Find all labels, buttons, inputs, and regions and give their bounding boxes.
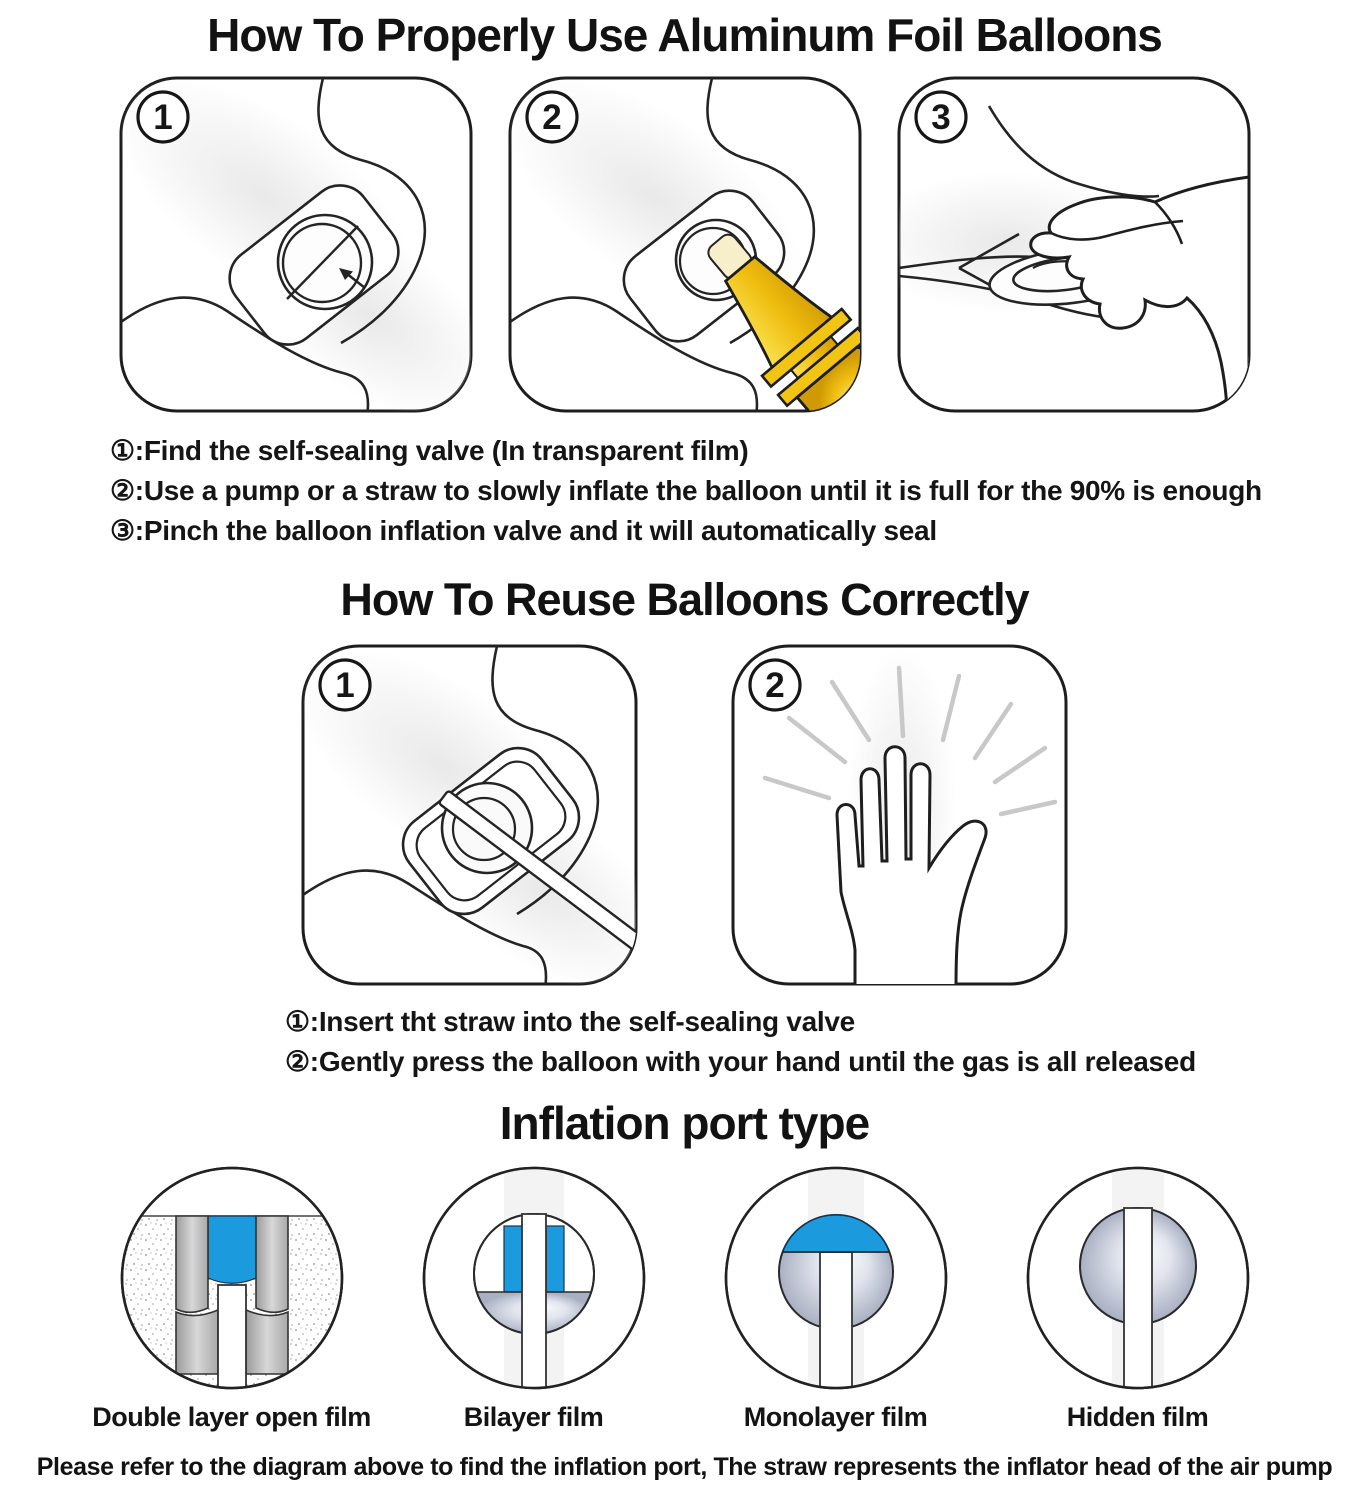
inflation-ports-row xyxy=(0,1162,1369,1433)
straw-icon xyxy=(1124,1208,1152,1394)
panel-inflate-pump xyxy=(504,72,866,417)
bilayer-film-diagram xyxy=(416,1162,652,1394)
straw-icon xyxy=(522,1214,546,1392)
panel-find-valve xyxy=(115,72,477,417)
step-badge-number: 1 xyxy=(335,666,355,706)
section3-title: Inflation port type xyxy=(499,1096,870,1149)
port-label: Hidden film xyxy=(1066,1401,1209,1432)
port-bilayer-film xyxy=(416,1162,652,1433)
section2-title: How To Reuse Balloons Correctly xyxy=(340,574,1029,626)
straw-icon xyxy=(218,1285,246,1394)
step-badge-number: 2 xyxy=(541,98,562,137)
section1-steps xyxy=(110,431,1369,550)
port-monolayer-film xyxy=(718,1162,954,1433)
hidden-film-diagram xyxy=(1020,1162,1256,1394)
step-item: ①:Find the self-sealing valve (In transparent film) xyxy=(110,435,749,466)
panel-press-hand xyxy=(727,640,1072,990)
step-item: ②:Use a pump or a straw to slowly inflate the balloon until it is full for the 90% is enough xyxy=(110,474,1262,506)
reuse-panels-row xyxy=(0,640,1369,990)
double-layer-open-film-diagram xyxy=(114,1162,350,1394)
footnote: Please refer to the diagram above to find the inflation port, The straw represents the inflator head of the air pump xyxy=(36,1452,1333,1481)
port-double-layer-open-film xyxy=(92,1162,371,1433)
port-label: Double layer open film xyxy=(92,1401,371,1432)
port-hidden-film xyxy=(1020,1162,1256,1433)
straw-icon xyxy=(820,1252,852,1392)
step-item: ③:Pinch the balloon inflation valve and it will automatically seal xyxy=(110,514,937,546)
usage-panels-row xyxy=(0,72,1369,417)
section2-steps xyxy=(285,1002,1369,1082)
step-item: ②:Gently press the balloon with your hand until the gas is all released xyxy=(285,1046,1196,1077)
panel-pinch-valve xyxy=(893,72,1255,417)
port-label: Bilayer film xyxy=(463,1401,604,1432)
port-label: Monolayer film xyxy=(743,1401,928,1432)
step-badge-number: 1 xyxy=(152,98,173,137)
step-badge-number: 3 xyxy=(930,98,951,137)
panel-insert-straw xyxy=(297,640,642,990)
step-badge-number: 2 xyxy=(765,666,785,706)
monolayer-film-diagram xyxy=(718,1162,954,1394)
section1-title: How To Properly Use Aluminum Foil Balloons xyxy=(207,9,1162,61)
step-item: ①:Insert tht straw into the self-sealing valve xyxy=(285,1006,855,1038)
